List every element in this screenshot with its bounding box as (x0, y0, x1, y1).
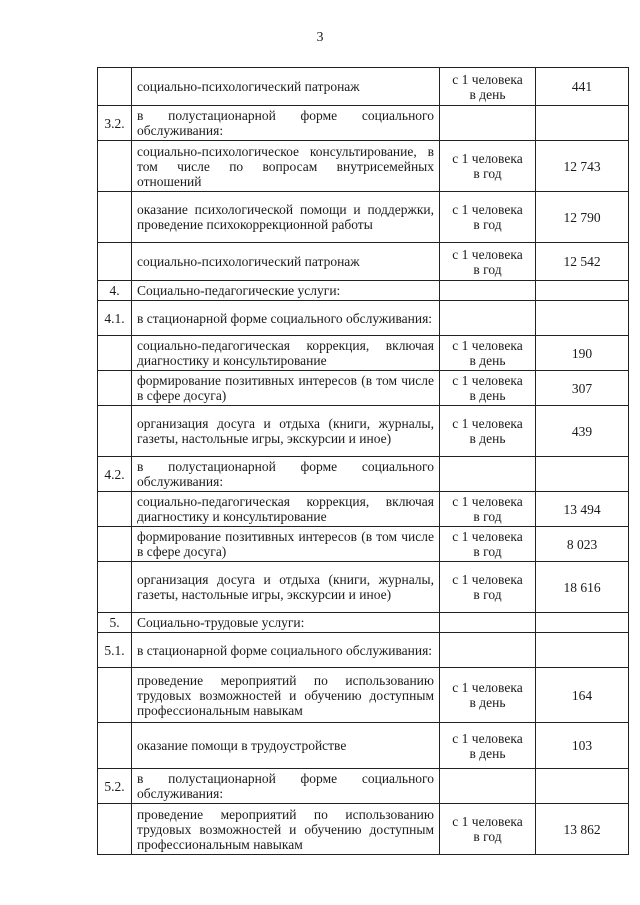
row-number: 4.2. (98, 457, 132, 492)
table-row (98, 336, 629, 371)
unit-line-per: с 1 человека (452, 730, 523, 746)
tariff-value: 8 023 (536, 527, 629, 562)
unit-cell (440, 457, 536, 492)
unit-cell (440, 281, 536, 301)
unit-line-per: с 1 человека (452, 680, 523, 695)
unit-line-per: с 1 человека (452, 338, 523, 353)
tariff-value: 13 862 (536, 804, 629, 855)
tariff-value (536, 457, 629, 492)
service-name: социально-психологический патронаж (132, 243, 440, 281)
service-name: проведение мероприятий по использованию трудовых возможностей и обучению доступным профессиональным навыкам (132, 804, 440, 855)
table-row (98, 457, 629, 492)
unit-line-period: в день (469, 388, 506, 403)
table-row (98, 301, 629, 336)
service-name: в стационарной форме социального обслуживания: (132, 633, 440, 668)
table-row (98, 668, 629, 723)
unit-line-period: в год (473, 166, 502, 181)
service-name: Социально-трудовые услуги: (132, 613, 440, 633)
table-row (98, 406, 629, 457)
unit-cell (440, 243, 536, 281)
unit-cell (440, 613, 536, 633)
tariff-value (536, 613, 629, 633)
unit-cell (440, 804, 536, 855)
unit-line-per: с 1 человека (452, 373, 523, 388)
row-number (98, 336, 132, 371)
table-row (98, 243, 629, 281)
service-name: в полустационарной форме социального обслуживания: (132, 769, 440, 804)
unit-line-per: с 1 человека (452, 529, 523, 544)
service-name: в полустационарной форме социального обслуживания: (132, 457, 440, 492)
row-number: 4.1. (98, 301, 132, 336)
row-number (98, 492, 132, 527)
service-name: социально-педагогическая коррекция, включая диагностику и консультирование (132, 336, 440, 371)
unit-line-per: с 1 человека (452, 494, 523, 509)
service-name: в стационарной форме социального обслуживания: (132, 301, 440, 336)
tariff-value: 307 (536, 371, 629, 406)
service-name: Социально-педагогические услуги: (132, 281, 440, 301)
row-number (98, 68, 132, 106)
unit-line-per: с 1 человека (452, 151, 523, 166)
table-row (98, 192, 629, 243)
tariff-value: 439 (536, 406, 629, 457)
row-number (98, 723, 132, 769)
unit-cell (440, 668, 536, 723)
row-number (98, 562, 132, 613)
table-row (98, 804, 629, 855)
table-row (98, 281, 629, 301)
row-number (98, 668, 132, 723)
service-name: проведение мероприятий по использованию трудовых возможностей и обучению доступным профессиональным навыкам (132, 668, 440, 723)
unit-line-period: в год (473, 829, 502, 844)
tariff-value: 13 494 (536, 492, 629, 527)
row-number (98, 804, 132, 855)
unit-cell (440, 769, 536, 804)
tariff-value (536, 106, 629, 141)
table-row (98, 106, 629, 141)
tariff-value: 18 616 (536, 562, 629, 613)
unit-line-period: в год (473, 587, 502, 602)
unit-cell (440, 371, 536, 406)
unit-line-period: в день (469, 745, 506, 761)
table-row (98, 527, 629, 562)
service-name: формирование позитивных интересов (в том числе в сфере досуга) (132, 527, 440, 562)
tariff-value: 12 790 (536, 192, 629, 243)
tariff-value (536, 281, 629, 301)
row-number (98, 141, 132, 192)
table-row (98, 492, 629, 527)
unit-line-per: с 1 человека (452, 572, 523, 587)
row-number: 4. (98, 281, 132, 301)
unit-line-per: с 1 человека (452, 202, 523, 217)
row-number (98, 192, 132, 243)
table-row (98, 141, 629, 192)
unit-line-period: в день (469, 695, 506, 710)
tariff-value: 12 542 (536, 243, 629, 281)
service-name: социально-психологическое консультирование, в том числе по вопросам внутрисемейных отношений (132, 141, 440, 192)
service-name: оказание помощи в трудоустройстве (132, 723, 440, 769)
service-name: социально-психологический патронаж (132, 68, 440, 106)
row-number: 5. (98, 613, 132, 633)
row-number (98, 371, 132, 406)
tariff-value (536, 769, 629, 804)
table-row (98, 562, 629, 613)
unit-cell (440, 141, 536, 192)
tariff-value: 190 (536, 336, 629, 371)
unit-line-period: в день (469, 431, 506, 446)
row-number (98, 406, 132, 457)
services-table (97, 67, 629, 855)
row-number: 5.1. (98, 633, 132, 668)
unit-line-per: с 1 человека (452, 71, 523, 87)
unit-cell (440, 633, 536, 668)
unit-cell (440, 723, 536, 769)
table-row (98, 769, 629, 804)
unit-cell (440, 301, 536, 336)
unit-line-period: в год (473, 261, 502, 277)
unit-line-per: с 1 человека (452, 814, 523, 829)
row-number (98, 243, 132, 281)
unit-line-period: в год (473, 217, 502, 232)
tariff-value: 164 (536, 668, 629, 723)
service-name: организация досуга и отдыха (книги, журналы, газеты, настольные игры, экскурсии и иное) (132, 406, 440, 457)
unit-line-period: в день (469, 353, 506, 368)
tariff-value (536, 301, 629, 336)
page-number: 3 (316, 30, 324, 45)
service-name: оказание психологической помощи и поддержки, проведение психокоррекционной работы (132, 192, 440, 243)
unit-line-period: в год (473, 544, 502, 559)
row-number (98, 527, 132, 562)
unit-cell (440, 336, 536, 371)
unit-cell (440, 527, 536, 562)
tariff-value: 12 743 (536, 141, 629, 192)
row-number: 5.2. (98, 769, 132, 804)
table-row (98, 633, 629, 668)
service-name: в полустационарной форме социального обслуживания: (132, 106, 440, 141)
tariff-value (536, 633, 629, 668)
tariff-value: 441 (536, 68, 629, 106)
unit-cell (440, 192, 536, 243)
unit-cell (440, 406, 536, 457)
unit-cell (440, 562, 536, 613)
row-number: 3.2. (98, 106, 132, 141)
table-row (98, 613, 629, 633)
service-name: формирование позитивных интересов (в том числе в сфере досуга) (132, 371, 440, 406)
table-row (98, 371, 629, 406)
unit-cell (440, 106, 536, 141)
table-row (98, 68, 629, 106)
unit-line-period: в год (473, 509, 502, 524)
table-row (98, 723, 629, 769)
unit-cell (440, 68, 536, 106)
tariff-value: 103 (536, 723, 629, 769)
service-name: социально-педагогическая коррекция, включая диагностику и консультирование (132, 492, 440, 527)
service-name: организация досуга и отдыха (книги, журналы, газеты, настольные игры, экскурсии и иное) (132, 562, 440, 613)
unit-line-per: с 1 человека (452, 246, 523, 262)
unit-cell (440, 492, 536, 527)
unit-line-period: в день (469, 86, 506, 102)
unit-line-per: с 1 человека (452, 416, 523, 431)
